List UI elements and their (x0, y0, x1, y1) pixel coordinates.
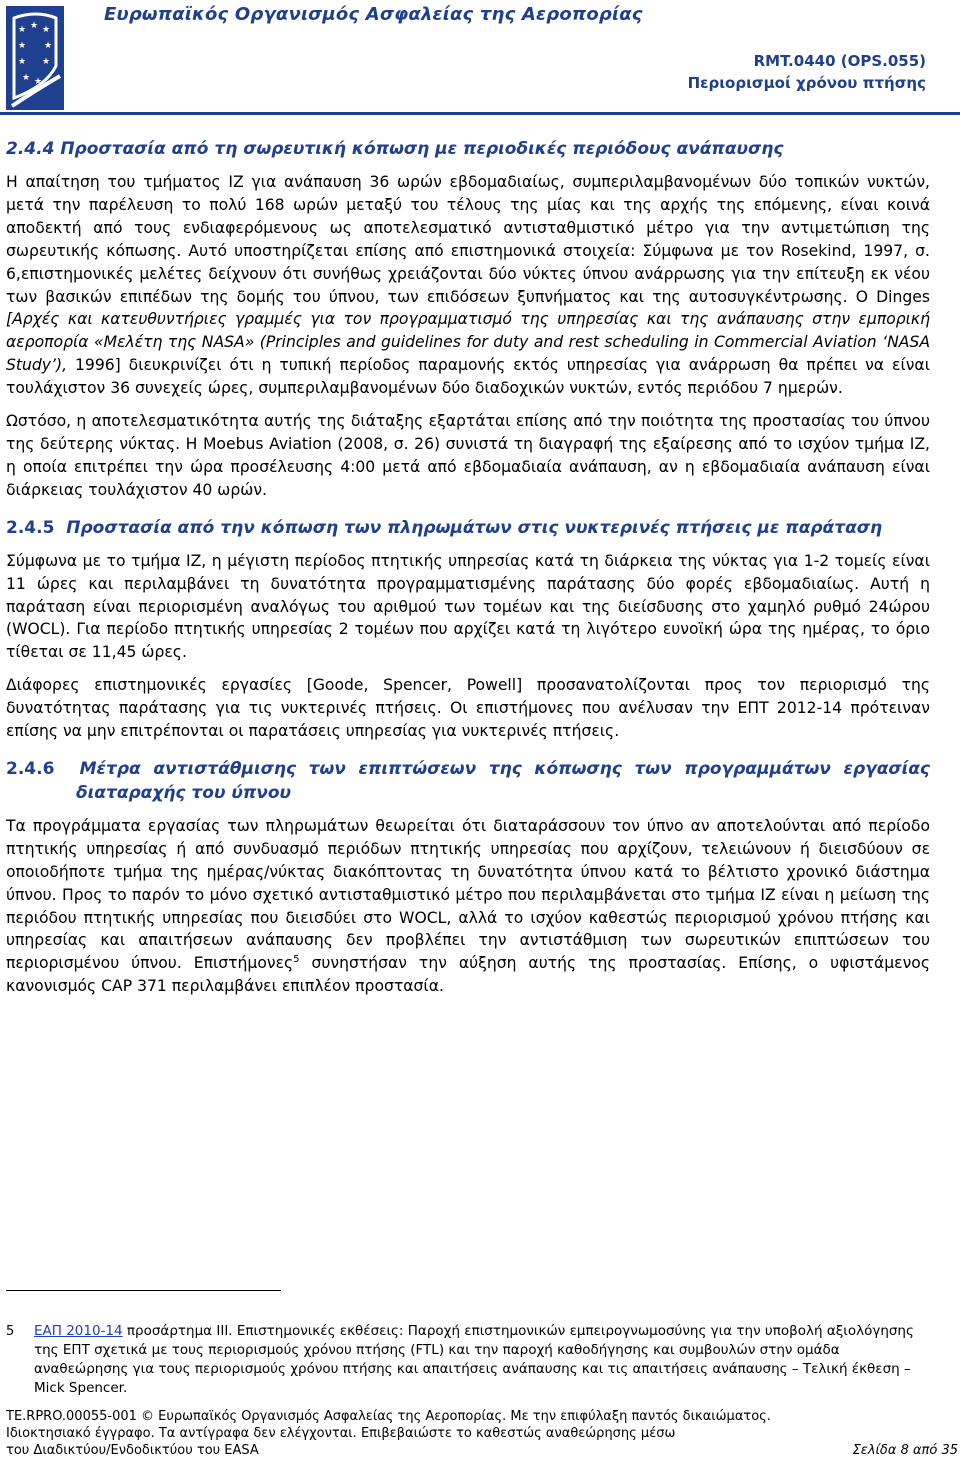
footnote-number: 5 (6, 1324, 15, 1339)
section-2-4-6-heading (6, 757, 930, 805)
footnote-divider (6, 1290, 281, 1291)
footnote (6, 1322, 930, 1398)
svg-text:★: ★ (30, 21, 39, 31)
main-content (6, 137, 930, 998)
svg-text:★: ★ (34, 77, 43, 87)
section-number: 2.4.5 (6, 517, 55, 538)
header-organization: Ευρωπαϊκός Οργανισμός Ασφαλείας της Αεροπορίας (104, 4, 643, 25)
paragraph-tail: συνηστήσαν την αύξηση αυτής της προστασίας. Επίσης, ο υφιστάμενος κανονισμός CAP 371 περιλαμβάνει επιπλέον προστασία. (6, 954, 930, 996)
paragraph-text: Η απαίτηση του τμήματος ΙΖ για ανάπαυση 36 ωρών εβδομαδιαίως, συμπεριλαμβανομένων δύο τοπικών νυκτών, μετά την παρέλευση το πολύ 168 ωρών μεταξύ του τέλους της μίας και της αρχής της επόμενης, είναι κοινά αποδεκτή από τους ενδιαφερόμενους ως αποτελεσματικό αντισταθμιστικό μέτρο για την αντιμετώπιση της σωρευτικής κόπωσης. Αυτό υποστηρίζεται επίσης από επιστημονικά στοιχεία: Σύμφωνα με τον Rosekind, 1997, σ. 6,επιστημονικές μελέτες δείχνουν ότι συνήθως χρειάζονται δύο νύκτες ύπνου ανάρρωσης για την επίτευξη εκ νέου των βασικών επιπέδων της δομής του ύπνου, των επιδόσεων ξυπνήματος και της αυτοσυγκέντρωσης. Ο Dinges (6, 173, 930, 306)
svg-text:★: ★ (44, 41, 53, 51)
footnote-text: προσάρτημα ΙΙΙ. Επιστημονικές εκθέσεις: Παροχή επιστημονικών εμπειρογνωμοσύνης για την υποβολή αξιολόγησης της ΕΠΤ σχετικά με τους περιορισμούς χρόνου πτήσης (FTL) και την παροχή καθοδήγησης και συμβουλών στην ομάδα αναθεώρησης για τους περιορισμούς χρόνου πτήσης και απαιτήσεις ανάπαυσης και τις απαιτήσεις ανάπαυσης – Τελική έκθεση – Mick Spencer. (34, 1323, 914, 1396)
svg-text:★: ★ (18, 25, 27, 35)
section-2-4-5-heading (6, 516, 930, 540)
svg-text:★: ★ (18, 57, 27, 67)
section-2-4-5-paragraph-2: Διάφορες επιστημονικές εργασίες [Goode, Spencer, Powell] προσανατολίζονται προς τον περιορισμό της δυνατότητας παράτασης για τις νυκτερινές πτήσεις. Οι επιστήμονες που ανέλυσαν την ΕΠΤ 2012-14 πρότειναν επίσης να μην επιτρέπονται οι παρατάσεις υπηρεσίας για νυκτερινές πτήσεις. (6, 676, 930, 741)
section-title: Μέτρα αντιστάθμισης των επιπτώσεων της κόπωσης των προγραμμάτων εργασίας διαταραχής του ύπνου (76, 758, 930, 803)
easa-logo (6, 6, 64, 110)
paragraph-italic: [Αρχές και κατευθυντήριες γραμμές για τον προγραμματισμό της υπηρεσίας και της ανάπαυσης στην εμπορική αεροπορία «Μελέτη της NASA» (Principles and guidelines for duty and rest scheduling in Commercial Aviation ‘NASA Study’), (6, 310, 930, 375)
section-2-4-5-paragraph-1: Σύμφωνα με το τμήμα ΙΖ, η μέγιστη περίοδος πτητικής υπηρεσίας κατά τη διάρκεια της νύκτας για 1-2 τομείς είναι 11 ώρες και περιλαμβάνει τη δυνατότητα προγραμματισμένης παράτασης δύο φορές εβδομαδιαίως. Αυτή η παράταση είναι περιορισμένη αναλόγως του αριθμού των τομέων και της διείσδυσης στο χαμηλό ρυθμό 24ώρου (WOCL). Για περίοδο πτητικής υπηρεσίας 2 τομέων που αρχίζει κατά τη λιγότερο ευνοϊκή ώρα της ημέρας, το όριο τίθεται σε 11,45 ώρες. (6, 551, 930, 662)
section-2-4-4-paragraph-1 (6, 171, 930, 400)
footer-notice-continued: του Διαδικτύου/Ενδοδικτύου του EASA (6, 1443, 259, 1458)
page-footer (6, 1408, 958, 1459)
section-number: 2.4.6 (6, 758, 55, 779)
paragraph-tail: 1996] διευκρινίζει ότι η τυπική περίοδος παραμονής εκτός υπηρεσίας για ανάρρωση θα πρέπει να είναι τουλάχιστον 36 συνεχείς ώρες, συμπεριλαμβανομένων δύο διαδοχικών νυκτών, εντός περιόδου 7 ημερών. (6, 356, 930, 398)
svg-text:★: ★ (42, 57, 51, 67)
footnote-body (34, 1322, 930, 1398)
section-title: Προστασία από την κόπωση των πληρωμάτων στις νυκτερινές πτήσεις με παράταση (66, 517, 883, 538)
svg-text:★: ★ (18, 41, 27, 51)
document-code-block (688, 50, 926, 94)
footer-notice: Ιδιοκτησιακό έγγραφο. Τα αντίγραφα δεν ελέγχονται. Επιβεβαιώστε το καθεστώς αναθεώρησης μέσω (6, 1426, 676, 1441)
svg-text:★: ★ (42, 25, 51, 35)
page-number: Σελίδα 8 από 35 (852, 1443, 958, 1458)
document-code: RMT.0440 (OPS.055) (753, 52, 926, 70)
svg-text:★: ★ (22, 73, 31, 83)
footer-copyright: TE.RPRO.00055-001 © Ευρωπαϊκός Οργανισμός Ασφαλείας της Αεροπορίας. Με την επιφύλαξη παντός δικαιώματος. (6, 1409, 771, 1424)
section-2-4-4-heading: 2.4.4 Προστασία από τη σωρευτική κόπωση με περιοδικές περιόδους ανάπαυσης (6, 139, 784, 159)
footnote-reference[interactable]: 5 (293, 954, 300, 966)
footnote-link[interactable]: ΕΑΠ 2010-14 (34, 1323, 123, 1339)
document-title: Περιορισμοί χρόνου πτήσης (687, 74, 926, 92)
section-2-4-4-paragraph-2: Ωστόσο, η αποτελεσματικότητα αυτής της διάταξης εξαρτάται επίσης από την ποιότητα της προστασίας του ύπνου της δεύτερης νύκτας. Η Moebus Aviation (2008, σ. 26) συνιστά τη διαγραφή της εξαίρεσης από το ισχύον τμήμα ΙΖ, η οποία επιτρέπει την ώρα προσέλευσης 4:00 μετά από εβδομαδιαία ανάπαυση, αν η εβδομαδιαία ανάπαυση είναι διάρκειας τουλάχιστον 40 ωρών. (6, 412, 930, 499)
section-2-4-6-paragraph-1 (6, 815, 930, 998)
header-divider (0, 112, 960, 115)
paragraph-text: Τα προγράμματα εργασίας των πληρωμάτων θεωρείται ότι διαταράσσουν τον ύπνο αν αποτελούνται από περίοδο πτητικής υπηρεσίας ή από συνδυασμό περιόδων πτητικής υπηρεσίας που αρχίζουν, τελειώνουν ή διεισδύουν σε οποιοδήποτε τμήμα της ημέρας/νύκτας διακόπτοντας τη δυνατότητα ύπνου κατά το βέλτιστο χρονικό διάστημα ύπνου. Προς το παρόν το μόνο σχετικό αντισταθμιστικό μέτρο που περιλαμβάνεται στο τμήμα ΙΖ είναι η μείωση της περιόδου πτητικής υπηρεσίας που διεισδύει στο WOCL, αλλά το ισχύον καθεστώς περιορισμού χρόνου πτήσης και υπηρεσίας και απαιτήσεων ανάπαυσης δεν προβλέπει την αντιστάθμιση των σωρευτικών επιπτώσεων του περιορισμένου ύπνου. Επιστήμονες (6, 816, 930, 973)
